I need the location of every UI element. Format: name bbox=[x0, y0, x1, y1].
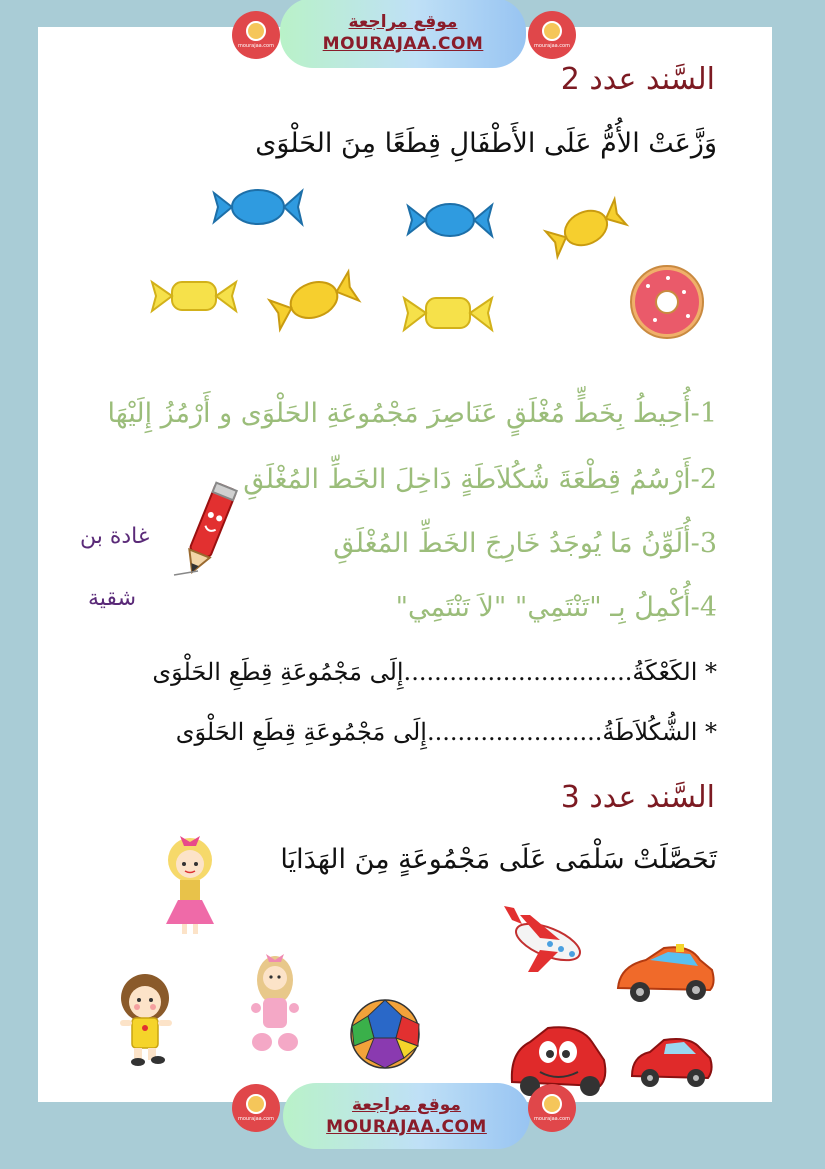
site-banner-bottom[interactable] bbox=[283, 1083, 530, 1149]
girl-doll-icon bbox=[166, 836, 214, 934]
instruction-3: 3-أُلَوِّنُ مَا يُوجَدُ خَارِجَ الخَطِّ المُغْلَقِ bbox=[333, 528, 717, 559]
blue-candy-icon bbox=[408, 204, 492, 236]
doc3-heading: السَّند عدد 3 bbox=[560, 780, 715, 815]
instruction-2: 2-أَرْسُمُ قِطْعَةَ شُكُلاَطَةٍ دَاخِلَ الخَطِّ المُغْلَقِ bbox=[243, 464, 717, 495]
instruction-1: 1-أُحِيطُ بِخَطٍّ مُغْلَقٍ عَنَاصِرَ مَجْمُوعَةِ الحَلْوَى و أَرْمُزُ إِلَيْهَا bbox=[107, 398, 717, 429]
site-name-latin: MOURAJAA.COM bbox=[322, 34, 484, 54]
author-second-line: شقية bbox=[88, 586, 136, 611]
yellow-candy-icon bbox=[404, 298, 492, 330]
yellow-candy-icon bbox=[152, 282, 236, 311]
instruction-4: 4-أُكْمِلُ بِـ "تَنْتَمِي" "لاَ تَنْتَمِي" bbox=[395, 592, 717, 623]
orange-car-icon bbox=[618, 944, 714, 1002]
yellow-candy-icon bbox=[269, 270, 360, 331]
site-logo-right-top: mourajaa.com bbox=[528, 11, 576, 59]
site-name-latin: MOURAJAA.COM bbox=[326, 1117, 487, 1137]
donut-icon bbox=[631, 266, 703, 338]
red-car-icon bbox=[632, 1039, 712, 1087]
site-logo-right-bottom: mourajaa.com bbox=[528, 1084, 576, 1132]
blue-candy-icon bbox=[214, 190, 302, 224]
doc3-intro: تَحَصَّلَتْ سَلْمَى عَلَى مَجْمُوعَةٍ مِنَ الهَدَايَا bbox=[280, 844, 717, 875]
rag-doll-icon bbox=[120, 974, 172, 1066]
site-name-arabic: موقع مراجعة bbox=[348, 12, 458, 32]
yellow-candy-icon bbox=[545, 197, 627, 258]
ball-icon bbox=[351, 1000, 419, 1068]
fill-line-cake: * الكَعْكَةُ..............................إِلَى مَجْمُوعَةِ قِطَعِ الحَلْوَى bbox=[152, 658, 717, 686]
candy-illustrations bbox=[0, 0, 825, 360]
author-first-line: غادة بن bbox=[80, 524, 150, 549]
pencil-icon bbox=[168, 475, 248, 585]
doc2-intro: وَزَّعَتْ الأُمُّ عَلَى الأَطْفَالِ قِطَعًا مِنَ الحَلْوَى bbox=[255, 128, 717, 159]
airplane-icon bbox=[504, 906, 585, 972]
fill-line-chocolate: * الشُّكُلاَطَةُ.......................إِلَى مَجْمُوعَةِ قِطَعِ الحَلْوَى bbox=[175, 718, 717, 746]
site-logo-left-bottom: mourajaa.com bbox=[232, 1084, 280, 1132]
site-logo-left-top: mourajaa.com bbox=[232, 11, 280, 59]
pink-doll-icon bbox=[251, 954, 299, 1051]
doc2-heading: السَّند عدد 2 bbox=[560, 62, 715, 97]
site-name-arabic: موقع مراجعة bbox=[352, 1095, 461, 1115]
gift-illustrations bbox=[0, 820, 825, 1110]
